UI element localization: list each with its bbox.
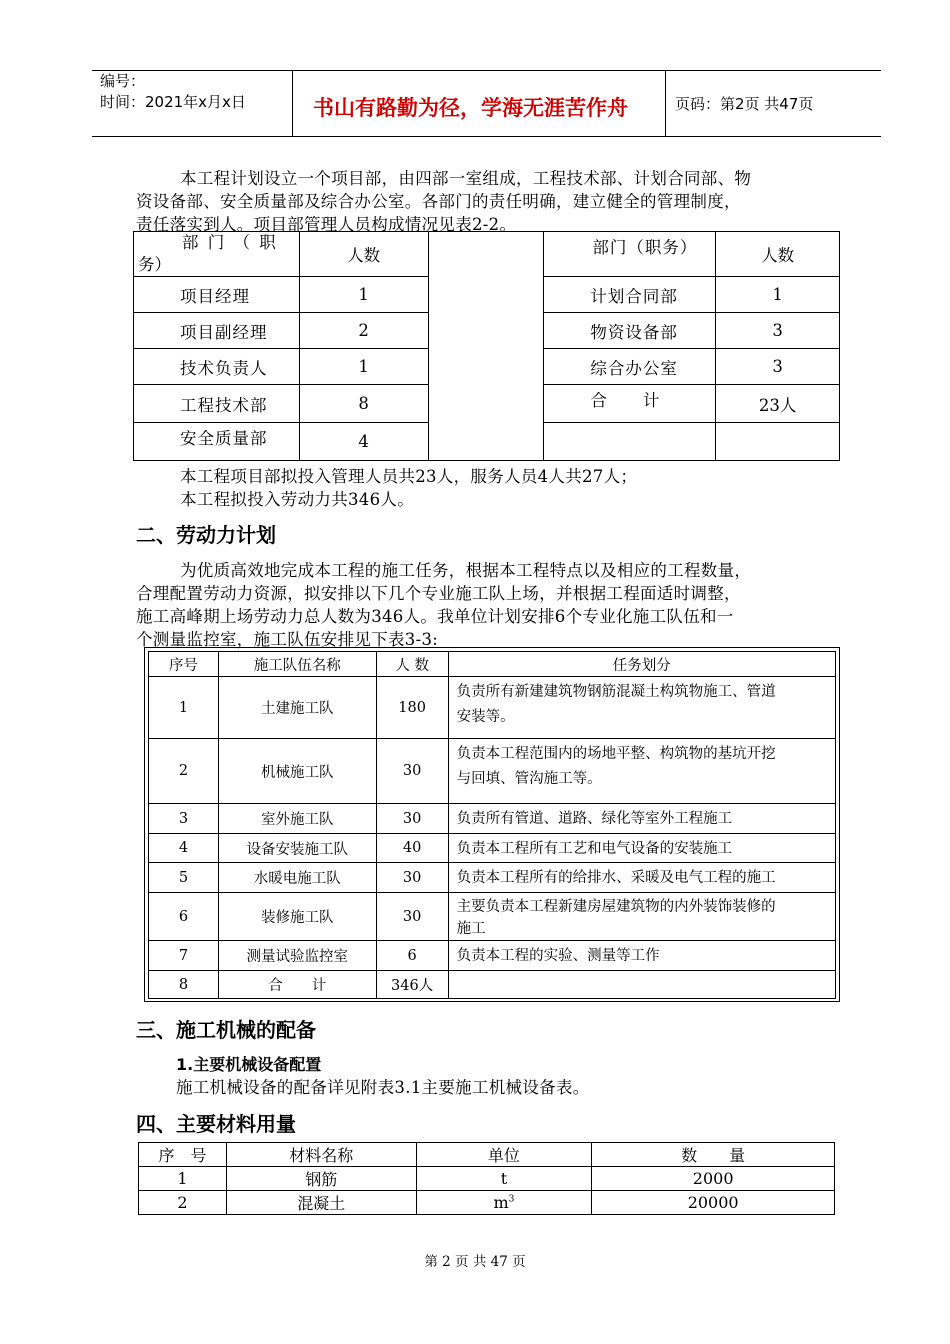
material-no: 1 [139, 1167, 227, 1191]
section3-line: 施工机械设备的配备详见附表3.1主要施工机械设备表。 [176, 1078, 590, 1097]
team-task: 负责本工程的实验、测量等工作 [448, 941, 835, 971]
staff-table [133, 231, 840, 461]
staff-total-label: 合 计 [544, 385, 716, 423]
team-name: 土建施工队 [218, 677, 376, 739]
staff-header-dept-line1: 部 门 （ 职 [182, 233, 278, 252]
table-row [149, 804, 836, 834]
team-task: 负责本工程所有的给排水、采暖及电气工程的施工 [448, 863, 835, 893]
table-row [149, 941, 836, 971]
team-count: 180 [376, 677, 448, 739]
staff-count: 3 [716, 349, 840, 385]
material-unit: t [416, 1167, 592, 1191]
material-qty: 2000 [592, 1167, 835, 1191]
team-count: 30 [376, 804, 448, 834]
staff-empty-cell [716, 423, 840, 461]
material-qty: 20000 [592, 1191, 835, 1215]
intro-line: 资设备部、安全质量部及综合办公室。各部门的责任明确，建立健全的管理制度， [136, 192, 741, 211]
staff-dept: 工程技术部 [134, 385, 300, 423]
staff-header-dept-line2: 务） [138, 255, 171, 274]
staff-count: 1 [299, 277, 428, 313]
team-task [448, 677, 835, 739]
material-name: 钢筋 [226, 1167, 416, 1191]
team-name: 水暖电施工队 [218, 863, 376, 893]
material-unit: m [493, 1193, 509, 1212]
team-no: 7 [149, 941, 219, 971]
team-count: 30 [376, 893, 448, 941]
team-table-frame [144, 647, 840, 1002]
material-table [138, 1142, 835, 1215]
staff-count: 8 [299, 385, 428, 423]
team-empty-cell [448, 971, 835, 999]
table-row [139, 1191, 835, 1215]
material-header-name: 材料名称 [226, 1143, 416, 1167]
header-divider [665, 71, 666, 136]
team-task [448, 893, 835, 941]
team-task: 负责所有管道、道路、绿化等室外工程施工 [448, 804, 835, 834]
team-header-name: 施工队伍名称 [218, 652, 376, 677]
staff-count: 4 [299, 423, 428, 461]
page-footer: 第 2 页 共 47 页 [424, 1254, 526, 1270]
section-title: 三、施工机械的配备 [136, 1018, 316, 1042]
team-count: 6 [376, 941, 448, 971]
staff-header-dept [134, 232, 300, 277]
team-no: 3 [149, 804, 219, 834]
team-count: 30 [376, 863, 448, 893]
team-no: 4 [149, 834, 219, 863]
team-no: 6 [149, 893, 219, 941]
team-count: 40 [376, 834, 448, 863]
section-title: 二、劳动力计划 [136, 523, 276, 547]
intro-line: 本工程计划设立一个项目部，由四部一室组成，工程技术部、计划合同部、物 [180, 169, 752, 188]
header-divider [292, 71, 293, 136]
table-row [149, 971, 836, 999]
team-task-line: 负责本工程范围内的场地平整、构筑物的基坑开挖 [456, 746, 776, 762]
table-row [149, 863, 836, 893]
staff-dept: 综合办公室 [544, 349, 716, 385]
team-no: 1 [149, 677, 219, 739]
staff-count: 2 [299, 313, 428, 349]
team-task-line: 与回填、管沟施工等。 [456, 771, 602, 787]
staff-table-gap [428, 232, 544, 461]
team-name: 测量试验监控室 [218, 941, 376, 971]
team-name: 装修施工队 [218, 893, 376, 941]
team-task-line: 负责所有新建建筑物钢筋混凝土构筑物施工、管道 [456, 684, 776, 700]
team-task: 负责本工程所有工艺和电气设备的安装施工 [448, 834, 835, 863]
team-no: 5 [149, 863, 219, 893]
section2-line: 合理配置劳动力资源，拟安排以下几个专业施工队上场，并根据工程面适时调整， [136, 584, 741, 603]
team-name: 设备安装施工队 [218, 834, 376, 863]
team-table [148, 651, 836, 999]
header-page-label: 页码：第2页 共47页 [675, 95, 814, 113]
staff-empty-cell [544, 423, 716, 461]
team-header-task: 任务划分 [448, 652, 835, 677]
subsection-title: 1.主要机械设备配置 [176, 1055, 322, 1074]
table-row [149, 677, 836, 739]
team-no: 8 [149, 971, 219, 999]
staff-header-count: 人数 [299, 232, 428, 277]
table-row [149, 893, 836, 941]
staff-dept: 技术负责人 [134, 349, 300, 385]
team-count: 30 [376, 739, 448, 804]
staff-count: 1 [299, 349, 428, 385]
material-unit-exponent: 3 [508, 1194, 515, 1205]
material-header-qty: 数 量 [592, 1143, 835, 1167]
header-motto: 书山有路勤为径，学海无涯苦作舟 [313, 96, 628, 120]
staff-header-count2: 人数 [716, 232, 840, 277]
staff-dept: 安全质量部 [134, 423, 300, 461]
header-time-label: 时间：2021年x月x日 [100, 93, 246, 111]
team-name: 机械施工队 [218, 739, 376, 804]
team-header-no: 序号 [149, 652, 219, 677]
section2-line: 个测量监控室，施工队伍安排见下表3-3: [136, 630, 439, 649]
staff-dept: 计划合同部 [544, 277, 716, 313]
staff-dept: 项目经理 [134, 277, 300, 313]
staff-total-count: 23人 [716, 385, 840, 423]
labor-summary-line: 本工程拟投入劳动力共346人。 [180, 490, 414, 509]
material-no: 2 [139, 1191, 227, 1215]
staff-dept: 物资设备部 [544, 313, 716, 349]
team-total-count: 346人 [376, 971, 448, 999]
team-task [448, 739, 835, 804]
team-header-count: 人 数 [376, 652, 448, 677]
team-task-line: 施工 [456, 921, 486, 937]
team-name: 室外施工队 [218, 804, 376, 834]
team-task-line: 安装等。 [456, 709, 515, 725]
table-row [149, 739, 836, 804]
material-name: 混凝土 [226, 1191, 416, 1215]
table-row [139, 1167, 835, 1191]
staff-header-dept2: 部门（职务） [544, 232, 716, 277]
team-no: 2 [149, 739, 219, 804]
intro-line: 责任落实到人。项目部管理人员构成情况见表2-2。 [136, 215, 517, 234]
header-number-label: 编号： [100, 72, 146, 90]
team-total-label: 合 计 [218, 971, 376, 999]
section2-line: 施工高峰期上场劳动力总人数为346人。我单位计划安排6个专业化施工队伍和一 [136, 607, 734, 626]
table-row [149, 834, 836, 863]
staff-count: 3 [716, 313, 840, 349]
staff-dept: 项目副经理 [134, 313, 300, 349]
staff-summary-line: 本工程项目部拟投入管理人员共23人，服务人员4人共27人； [180, 467, 638, 486]
staff-count: 1 [716, 277, 840, 313]
material-header-no: 序 号 [139, 1143, 227, 1167]
section2-line: 为优质高效地完成本工程的施工任务，根据本工程特点以及相应的工程数量， [180, 561, 752, 580]
material-unit-cell [416, 1191, 592, 1215]
material-header-unit: 单位 [416, 1143, 592, 1167]
section-title: 四、主要材料用量 [136, 1112, 296, 1136]
team-task-line: 主要负责本工程新建房屋建筑物的内外装饰装修的 [456, 899, 776, 915]
